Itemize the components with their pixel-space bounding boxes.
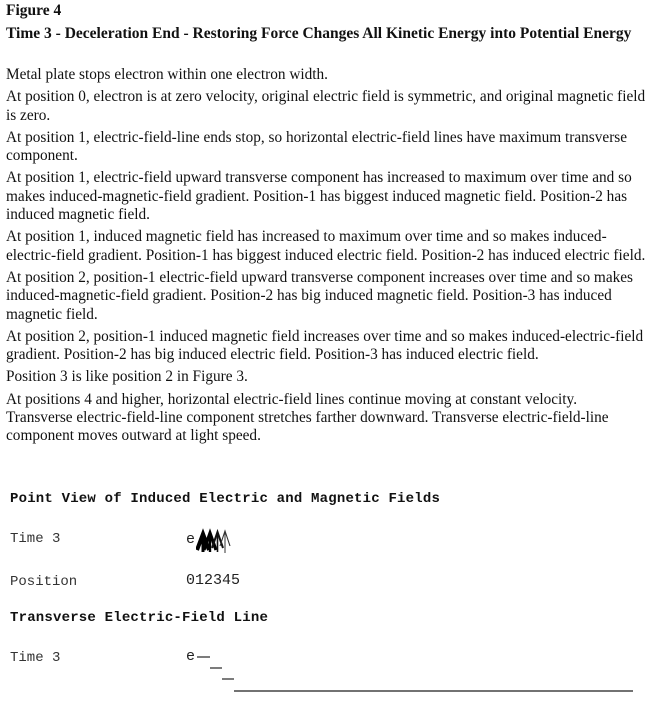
figure-title: Time 3 - Deceleration End - Restoring Force Changes All Kinetic Energy into Potential Energy: [6, 25, 632, 42]
paragraph: At position 1, electric-field-line ends stop, so horizontal electric-field lines have maximum transverse component.: [6, 128, 628, 165]
paragraph: Metal plate stops electron within one electron width.: [6, 66, 328, 83]
paragraph: Position 3 is like position 2 in Figure 3.: [6, 368, 248, 386]
transverse-line-heading: Transverse Electric-Field Line: [10, 610, 269, 626]
electron-symbol: e: [186, 531, 196, 548]
transverse-time-label: Time 3: [10, 650, 61, 666]
paragraph: At position 1, induced magnetic field has increased to maximum over time and so makes induced-electric-field gradient. Position-1 has biggest induced electric field. Position-2 has induced electric field.: [6, 228, 646, 264]
paragraph: At position 0, electron is at zero velocity, original electric field is symmetric, and original magnetic field is zero.: [6, 88, 646, 124]
figure-label: Figure 4: [6, 2, 62, 19]
point-view-heading: Point View of Induced Electric and Magnetic Fields: [10, 491, 441, 507]
position-numbers: 012345: [186, 572, 241, 589]
paragraph: At positions 4 and higher, horizontal electric-field lines continue moving at constant velocity. Transverse electric-field-line component stretches farther downward. Transverse electric-field-line component moves outward at light speed.: [6, 390, 609, 445]
point-view-time-label: Time 3: [10, 531, 61, 547]
paragraph: At position 2, position-1 electric-field upward transverse component increases over time and so makes induced-magnetic-field gradient. Position-2 has big induced magnetic field. Position-3 has induced magnetic field.: [6, 268, 633, 323]
electron-symbol: e: [186, 648, 196, 665]
paragraph: At position 2, position-1 induced magnetic field increases over time and so makes induced-electric-field gradient. Position-2 has big induced electric field. Position-3 has induced electric field.: [6, 327, 644, 364]
position-label: Position: [10, 574, 78, 590]
paragraph: At position 1, electric-field upward transverse component has increased to maximum over time and so makes induced-magnetic-field gradient. Position-1 has biggest induced magnetic field. Position-2 has induced magnetic field.: [6, 169, 632, 224]
